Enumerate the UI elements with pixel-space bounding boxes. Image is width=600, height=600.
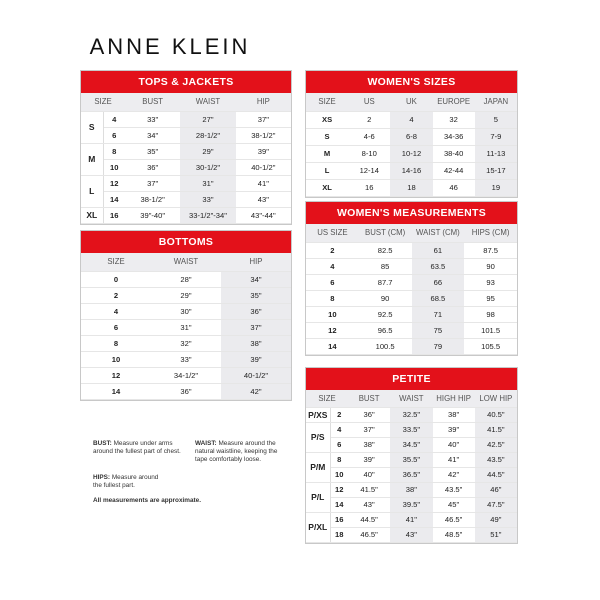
europe-cell: 32 bbox=[433, 111, 475, 128]
size-cell: 14 bbox=[306, 338, 359, 354]
bust-cell: 34" bbox=[125, 127, 180, 143]
hips-cell: 105.5 bbox=[464, 338, 517, 354]
table-row bbox=[81, 303, 291, 319]
hip-cell: 40-1/2" bbox=[236, 159, 291, 175]
petite-header-waist: WAIST bbox=[390, 390, 432, 407]
bottoms-chart bbox=[80, 230, 292, 401]
waist-cell: 30-1/2" bbox=[180, 159, 235, 175]
table-row bbox=[306, 258, 517, 274]
high-hip-cell: 42" bbox=[433, 467, 475, 482]
bust-note-label: BUST: bbox=[93, 440, 112, 447]
us-cell: 4-6 bbox=[348, 128, 390, 145]
low-hip-cell: 41.5" bbox=[475, 422, 517, 437]
size-group-label: P/M bbox=[306, 452, 330, 482]
waist-cell: 32.5" bbox=[390, 407, 432, 422]
high-hip-cell: 40" bbox=[433, 437, 475, 452]
bust-cell: 37" bbox=[348, 422, 390, 437]
table-row bbox=[81, 127, 291, 143]
bottoms-header-size: SIZE bbox=[81, 253, 151, 271]
hip-cell: 41" bbox=[236, 175, 291, 191]
table-row bbox=[81, 383, 291, 399]
disclaimer-text: All measurements are approximate. bbox=[93, 497, 201, 504]
europe-cell: 46 bbox=[433, 179, 475, 196]
table-row bbox=[306, 322, 517, 338]
table-row bbox=[81, 175, 291, 191]
waist-cell: 28-1/2" bbox=[180, 127, 235, 143]
table-row bbox=[81, 191, 291, 207]
disclaimer bbox=[93, 497, 293, 505]
size-cell: 6 bbox=[306, 274, 359, 290]
low-hip-cell: 51" bbox=[475, 527, 517, 542]
womens-sizes-table bbox=[306, 93, 517, 197]
bust-cell: 33" bbox=[125, 111, 180, 127]
size-cell: 14 bbox=[330, 497, 348, 512]
size-cell: 2 bbox=[330, 407, 348, 422]
waist-note bbox=[195, 440, 291, 464]
us-cell: 12-14 bbox=[348, 162, 390, 179]
bottoms-table bbox=[81, 253, 291, 400]
low-hip-cell: 40.5" bbox=[475, 407, 517, 422]
europe-cell: 42-44 bbox=[433, 162, 475, 179]
petite-table bbox=[306, 390, 517, 543]
table-row bbox=[81, 287, 291, 303]
size-group-label: P/L bbox=[306, 482, 330, 512]
table-row bbox=[306, 467, 517, 482]
hip-cell: 38" bbox=[221, 335, 291, 351]
womens-sizes-title: WOMEN'S SIZES bbox=[306, 71, 517, 93]
tops-header-hip: HIP bbox=[236, 93, 291, 111]
low-hip-cell: 47.5" bbox=[475, 497, 517, 512]
waist-cell: 79 bbox=[412, 338, 465, 354]
size-cell: L bbox=[306, 162, 348, 179]
low-hip-cell: 42.5" bbox=[475, 437, 517, 452]
hip-cell: 43" bbox=[236, 191, 291, 207]
bust-cell: 87.7 bbox=[359, 274, 412, 290]
waist-cell: 75 bbox=[412, 322, 465, 338]
waist-cell: 33.5" bbox=[390, 422, 432, 437]
table-row bbox=[306, 111, 517, 128]
waist-cell: 39.5" bbox=[390, 497, 432, 512]
bust-cell: 36" bbox=[125, 159, 180, 175]
waist-cell: 27" bbox=[180, 111, 235, 127]
table-row bbox=[306, 482, 517, 497]
hip-cell: 43"-44" bbox=[236, 207, 291, 223]
ws-header-us: US bbox=[348, 93, 390, 111]
uk-cell: 4 bbox=[390, 111, 432, 128]
hips-cell: 90 bbox=[464, 258, 517, 274]
waist-cell: 31" bbox=[180, 175, 235, 191]
tops-header-waist: WAIST bbox=[180, 93, 235, 111]
size-cell: 8 bbox=[330, 452, 348, 467]
size-cell: 12 bbox=[81, 367, 151, 383]
waist-cell: 28" bbox=[151, 271, 221, 287]
japan-cell: 19 bbox=[475, 179, 517, 196]
petite-chart bbox=[305, 367, 518, 544]
table-row bbox=[306, 437, 517, 452]
bust-cell: 46.5" bbox=[348, 527, 390, 542]
bottoms-header-hip: HIP bbox=[221, 253, 291, 271]
size-group-label: L bbox=[81, 175, 103, 207]
petite-title: PETITE bbox=[306, 368, 517, 390]
table-row bbox=[81, 111, 291, 127]
hips-cell: 93 bbox=[464, 274, 517, 290]
size-cell: 6 bbox=[81, 319, 151, 335]
waist-cell: 66 bbox=[412, 274, 465, 290]
bust-cell: 36" bbox=[348, 407, 390, 422]
waist-cell: 30" bbox=[151, 303, 221, 319]
table-row bbox=[306, 242, 517, 258]
japan-cell: 11-13 bbox=[475, 145, 517, 162]
size-group-label: P/XS bbox=[306, 407, 330, 422]
size-cell: 10 bbox=[306, 306, 359, 322]
table-row bbox=[306, 290, 517, 306]
waist-cell: 35.5" bbox=[390, 452, 432, 467]
size-cell: 10 bbox=[103, 159, 125, 175]
hips-note bbox=[93, 474, 163, 490]
table-row bbox=[306, 407, 517, 422]
size-cell: 2 bbox=[306, 242, 359, 258]
tops-header-bust: BUST bbox=[125, 93, 180, 111]
waist-cell: 33-1/2"-34" bbox=[180, 207, 235, 223]
size-cell: 0 bbox=[81, 271, 151, 287]
hip-cell: 34" bbox=[221, 271, 291, 287]
tops-jackets-title: TOPS & JACKETS bbox=[81, 71, 291, 93]
waist-cell: 41" bbox=[390, 512, 432, 527]
size-cell: 18 bbox=[330, 527, 348, 542]
wm-header-us-size: US SIZE bbox=[306, 224, 359, 242]
table-row bbox=[81, 159, 291, 175]
us-cell: 2 bbox=[348, 111, 390, 128]
bust-cell: 40" bbox=[348, 467, 390, 482]
bust-cell: 38" bbox=[348, 437, 390, 452]
table-row bbox=[306, 452, 517, 467]
waist-cell: 36" bbox=[151, 383, 221, 399]
waist-cell: 38" bbox=[390, 482, 432, 497]
table-row bbox=[306, 512, 517, 527]
size-cell: 4 bbox=[330, 422, 348, 437]
wm-header-hips: HIPS (CM) bbox=[464, 224, 517, 242]
size-cell: 10 bbox=[330, 467, 348, 482]
hips-note-text: Measure around the fullest part. bbox=[93, 474, 159, 489]
hip-cell: 39" bbox=[221, 351, 291, 367]
size-group-label: XL bbox=[81, 207, 103, 223]
size-cell: 8 bbox=[81, 335, 151, 351]
ws-header-japan: JAPAN bbox=[475, 93, 517, 111]
bust-cell: 96.5 bbox=[359, 322, 412, 338]
measurements-header-row bbox=[306, 224, 517, 242]
europe-cell: 34-36 bbox=[433, 128, 475, 145]
high-hip-cell: 46.5" bbox=[433, 512, 475, 527]
size-cell: M bbox=[306, 145, 348, 162]
bottoms-header-row bbox=[81, 253, 291, 271]
europe-cell: 38-40 bbox=[433, 145, 475, 162]
bust-cell: 85 bbox=[359, 258, 412, 274]
wm-header-waist: WAIST (CM) bbox=[412, 224, 465, 242]
hips-cell: 98 bbox=[464, 306, 517, 322]
womens-sizes-header-row bbox=[306, 93, 517, 111]
bottoms-header-waist: WAIST bbox=[151, 253, 221, 271]
hips-note-label: HIPS: bbox=[93, 474, 111, 481]
table-row bbox=[306, 497, 517, 512]
uk-cell: 18 bbox=[390, 179, 432, 196]
uk-cell: 14-16 bbox=[390, 162, 432, 179]
us-cell: 8-10 bbox=[348, 145, 390, 162]
bust-cell: 41.5" bbox=[348, 482, 390, 497]
petite-header-low-hip: LOW HIP bbox=[475, 390, 517, 407]
womens-sizes-chart bbox=[305, 70, 518, 198]
waist-note-text: Measure around the natural waistline, keeping the tape comfortably loose. bbox=[195, 440, 278, 463]
uk-cell: 6-8 bbox=[390, 128, 432, 145]
japan-cell: 5 bbox=[475, 111, 517, 128]
ws-header-uk: UK bbox=[390, 93, 432, 111]
ws-header-size: SIZE bbox=[306, 93, 348, 111]
japan-cell: 7-9 bbox=[475, 128, 517, 145]
table-row bbox=[81, 367, 291, 383]
bust-cell: 38-1/2" bbox=[125, 191, 180, 207]
size-cell: 12 bbox=[306, 322, 359, 338]
waist-cell: 43" bbox=[390, 527, 432, 542]
waist-note-label: WAIST: bbox=[195, 440, 217, 447]
waist-cell: 71 bbox=[412, 306, 465, 322]
high-hip-cell: 41" bbox=[433, 452, 475, 467]
hip-cell: 37" bbox=[236, 111, 291, 127]
womens-measurements-title: WOMEN'S MEASUREMENTS bbox=[306, 202, 517, 224]
table-row bbox=[306, 422, 517, 437]
size-group-label: P/S bbox=[306, 422, 330, 452]
bust-cell: 35" bbox=[125, 143, 180, 159]
table-row bbox=[306, 162, 517, 179]
table-row bbox=[81, 143, 291, 159]
tops-jackets-table bbox=[81, 93, 291, 224]
bust-cell: 92.5 bbox=[359, 306, 412, 322]
size-cell: 12 bbox=[103, 175, 125, 191]
waist-cell: 61 bbox=[412, 242, 465, 258]
bust-cell: 44.5" bbox=[348, 512, 390, 527]
size-cell: 12 bbox=[330, 482, 348, 497]
hips-cell: 95 bbox=[464, 290, 517, 306]
high-hip-cell: 48.5" bbox=[433, 527, 475, 542]
us-cell: 16 bbox=[348, 179, 390, 196]
size-cell: 6 bbox=[103, 127, 125, 143]
size-cell: 8 bbox=[306, 290, 359, 306]
hip-cell: 39" bbox=[236, 143, 291, 159]
waist-cell: 29" bbox=[180, 143, 235, 159]
size-cell: 4 bbox=[81, 303, 151, 319]
bust-cell: 43" bbox=[348, 497, 390, 512]
bust-cell: 82.5 bbox=[359, 242, 412, 258]
hips-cell: 87.5 bbox=[464, 242, 517, 258]
table-row bbox=[306, 128, 517, 145]
hip-cell: 36" bbox=[221, 303, 291, 319]
waist-cell: 33" bbox=[151, 351, 221, 367]
bust-note bbox=[93, 440, 188, 456]
petite-header-high-hip: HIGH HIP bbox=[433, 390, 475, 407]
waist-cell: 68.5 bbox=[412, 290, 465, 306]
high-hip-cell: 39" bbox=[433, 422, 475, 437]
size-cell: XS bbox=[306, 111, 348, 128]
waist-cell: 36.5" bbox=[390, 467, 432, 482]
size-group-label: M bbox=[81, 143, 103, 175]
low-hip-cell: 43.5" bbox=[475, 452, 517, 467]
bust-cell: 90 bbox=[359, 290, 412, 306]
hip-cell: 40-1/2" bbox=[221, 367, 291, 383]
bust-note-text: Measure under arms around the fullest part of chest. bbox=[93, 440, 181, 455]
waist-cell: 63.5 bbox=[412, 258, 465, 274]
bottoms-title: BOTTOMS bbox=[81, 231, 291, 253]
table-row bbox=[81, 319, 291, 335]
size-cell: 4 bbox=[103, 111, 125, 127]
low-hip-cell: 49" bbox=[475, 512, 517, 527]
size-cell: 16 bbox=[103, 207, 125, 223]
japan-cell: 15-17 bbox=[475, 162, 517, 179]
table-row bbox=[306, 274, 517, 290]
high-hip-cell: 45" bbox=[433, 497, 475, 512]
tops-header-size: SIZE bbox=[81, 93, 125, 111]
table-row bbox=[306, 179, 517, 196]
petite-header-row bbox=[306, 390, 517, 407]
size-cell: 14 bbox=[81, 383, 151, 399]
brand-logo: ANNE KLEIN bbox=[89, 34, 251, 59]
table-row bbox=[81, 351, 291, 367]
bust-cell: 37" bbox=[125, 175, 180, 191]
petite-header-bust: BUST bbox=[348, 390, 390, 407]
size-cell: XL bbox=[306, 179, 348, 196]
table-row bbox=[306, 338, 517, 354]
bust-cell: 100.5 bbox=[359, 338, 412, 354]
table-row bbox=[81, 271, 291, 287]
wm-header-bust: BUST (CM) bbox=[359, 224, 412, 242]
table-row bbox=[306, 306, 517, 322]
low-hip-cell: 44.5" bbox=[475, 467, 517, 482]
size-cell: 4 bbox=[306, 258, 359, 274]
size-cell: 2 bbox=[81, 287, 151, 303]
size-group-label: S bbox=[81, 111, 103, 143]
hip-cell: 37" bbox=[221, 319, 291, 335]
low-hip-cell: 46" bbox=[475, 482, 517, 497]
ws-header-europe: EUROPE bbox=[433, 93, 475, 111]
waist-cell: 32" bbox=[151, 335, 221, 351]
bust-cell: 39" bbox=[348, 452, 390, 467]
hip-cell: 42" bbox=[221, 383, 291, 399]
bust-cell: 39"-40" bbox=[125, 207, 180, 223]
waist-cell: 29" bbox=[151, 287, 221, 303]
table-row bbox=[306, 527, 517, 542]
table-row bbox=[81, 207, 291, 223]
size-cell: 8 bbox=[103, 143, 125, 159]
tops-header-row bbox=[81, 93, 291, 111]
womens-measurements-chart bbox=[305, 201, 518, 356]
waist-cell: 31" bbox=[151, 319, 221, 335]
high-hip-cell: 43.5" bbox=[433, 482, 475, 497]
size-cell: 10 bbox=[81, 351, 151, 367]
table-row bbox=[81, 335, 291, 351]
size-cell: 14 bbox=[103, 191, 125, 207]
size-group-label: P/XL bbox=[306, 512, 330, 542]
hip-cell: 35" bbox=[221, 287, 291, 303]
uk-cell: 10-12 bbox=[390, 145, 432, 162]
waist-cell: 33" bbox=[180, 191, 235, 207]
high-hip-cell: 38" bbox=[433, 407, 475, 422]
table-row bbox=[306, 145, 517, 162]
size-cell: 16 bbox=[330, 512, 348, 527]
tops-jackets-chart bbox=[80, 70, 292, 225]
petite-header-size: SIZE bbox=[306, 390, 348, 407]
hip-cell: 38-1/2" bbox=[236, 127, 291, 143]
size-cell: 6 bbox=[330, 437, 348, 452]
size-cell: S bbox=[306, 128, 348, 145]
womens-measurements-table bbox=[306, 224, 517, 355]
waist-cell: 34-1/2" bbox=[151, 367, 221, 383]
hips-cell: 101.5 bbox=[464, 322, 517, 338]
waist-cell: 34.5" bbox=[390, 437, 432, 452]
